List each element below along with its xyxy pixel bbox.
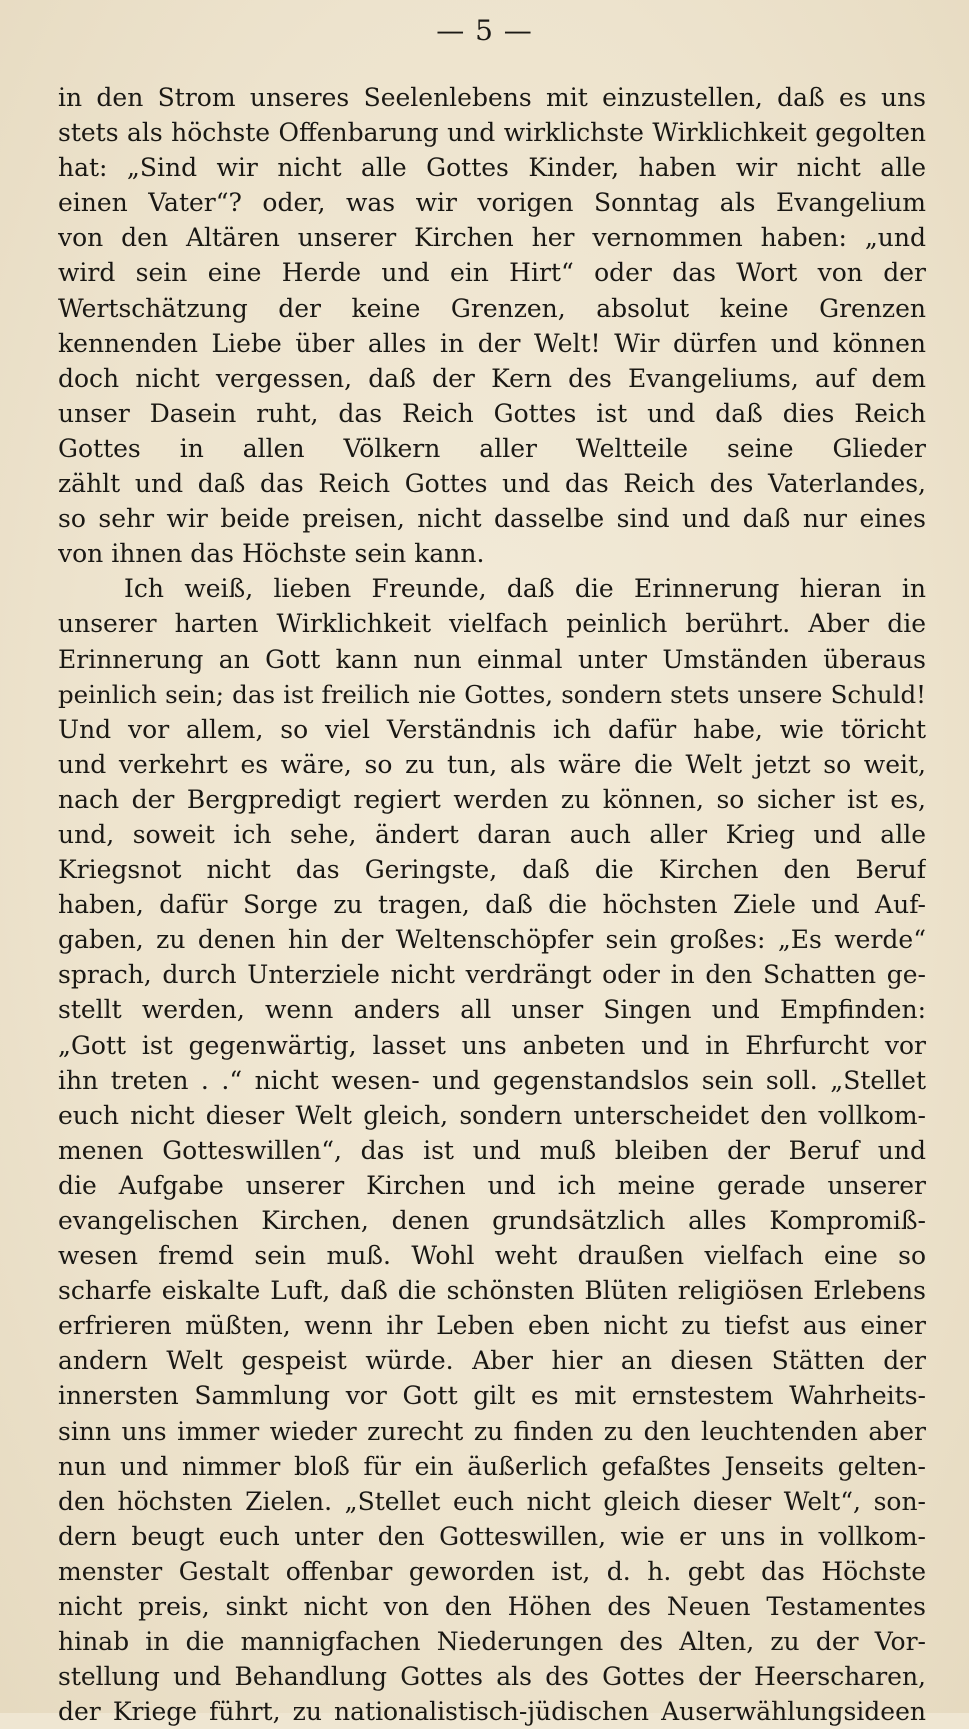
text-line: peinlich sein; das ist freilich nie Gottes, sondern stets unsere Schuld! [58, 679, 926, 709]
text-line: scharfe eiskalte Luft, daß die schönsten Blüten religiösen Erlebens [58, 1276, 926, 1306]
text-line: von den Altären unserer Kirchen her vernommen haben: „und [58, 223, 926, 253]
paragraph-1 [58, 80, 926, 571]
text-line: ihn treten . .“ nicht wesen- und gegenstandslos sein soll. „Stellet [58, 1065, 926, 1095]
text-line: der Kriege führt, zu nationalistisch-jüdischen Auserwählungsideen [58, 1697, 926, 1727]
text-line: hat: „Sind wir nicht alle Gottes Kinder, haben wir nicht alle [58, 153, 926, 183]
text-line: Wertschätzung der keine Grenzen, absolut keine Grenzen [58, 293, 926, 323]
text-line: gaben, zu denen hin der Weltenschöpfer sein großes: „Es werde“ [58, 925, 926, 955]
text-line: nach der Bergpredigt regiert werden zu können, so sicher ist es, [58, 784, 926, 814]
text-line: haben, dafür Sorge zu tragen, daß die höchsten Ziele und Auf- [58, 890, 926, 920]
text-line: Gottes in allen Völkern aller Weltteile seine Glieder [58, 433, 926, 463]
text-line: wird sein eine Herde und ein Hirt“ oder das Wort von der [58, 258, 926, 288]
text-line: stellt werden, wenn anders all unser Singen und Empfinden: [58, 995, 926, 1025]
text-line: „Gott ist gegenwärtig, lasset uns anbeten und in Ehrfurcht vor [58, 1030, 926, 1060]
text-line: die Aufgabe unserer Kirchen und ich meine gerade unserer [58, 1170, 926, 1200]
text-line: unserer harten Wirklichkeit vielfach peinlich berührt. Aber die [58, 609, 926, 639]
body-text [58, 80, 926, 1729]
text-line: und, soweit ich sehe, ändert daran auch aller Krieg und alle [58, 819, 926, 849]
text-line: innersten Sammlung vor Gott gilt es mit ernstestem Wahrheits- [58, 1381, 926, 1411]
text-line: menster Gestalt offenbar geworden ist, d. h. gebt das Höchste [58, 1556, 926, 1586]
text-line: Erinnerung an Gott kann nun einmal unter Umständen überaus [58, 644, 926, 674]
text-line: kennenden Liebe über alles in der Welt! Wir dürfen und können [58, 328, 926, 358]
text-line: evangelischen Kirchen, denen grundsätzlich alles Kompromiß- [58, 1206, 926, 1235]
text-line: stellung und Behandlung Gottes als des Gottes der Heerscharen, [58, 1662, 926, 1692]
text-line: so sehr wir beide preisen, nicht dasselbe sind und daß nur eines [58, 504, 926, 534]
text-line: Kriegsnot nicht das Geringste, daß die Kirchen den Beruf [58, 855, 926, 885]
text-line: hinab in die mannigfachen Niederungen des Alten, zu der Vor- [58, 1627, 926, 1657]
text-line: den höchsten Zielen. „Stellet euch nicht gleich dieser Welt“, son- [58, 1486, 926, 1516]
text-line: zählt und daß das Reich Gottes und das Reich des Vaterlandes, [58, 469, 926, 499]
text-line: euch nicht dieser Welt gleich, sondern unterscheidet den vollkom- [58, 1100, 926, 1130]
text-line: erfrieren müßten, wenn ihr Leben eben nicht zu tiefst aus einer [58, 1311, 926, 1341]
text-line: andern Welt gespeist würde. Aber hier an diesen Stätten der [58, 1346, 926, 1376]
text-line: und verkehrt es wäre, so zu tun, als wäre die Welt jetzt so weit, [58, 749, 926, 779]
text-line: menen Gotteswillen“, das ist und muß bleiben der Beruf und [58, 1135, 926, 1165]
paragraph-2 [58, 571, 926, 1729]
text-line: einen Vater“? oder, was wir vorigen Sonntag als Evangelium [58, 188, 926, 218]
text-line: wesen fremd sein muß. Wohl weht draußen vielfach eine so [58, 1241, 926, 1271]
text-line: sinn uns immer wieder zurecht zu finden zu den leuchtenden aber [58, 1416, 926, 1446]
text-line: in den Strom unseres Seelenlebens mit einzustellen, daß es uns [58, 83, 926, 112]
text-line: stets als höchste Offenbarung und wirklichste Wirklichkeit gegolten [58, 118, 926, 148]
text-line: dern beugt euch unter den Gotteswillen, wie er uns in vollkom- [58, 1521, 926, 1551]
text-line: Ich weiß, lieben Freunde, daß die Erinnerung hieran in [124, 574, 926, 604]
text-line: sprach, durch Unterziele nicht verdrängt oder in den Schatten ge- [58, 960, 926, 990]
text-line: von ihnen das Höchste sein kann. [58, 539, 485, 569]
page-number: — 5 — [436, 14, 533, 47]
text-line: unser Dasein ruht, das Reich Gottes ist und daß dies Reich [58, 398, 926, 428]
text-line: nun und nimmer bloß für ein äußerlich gefaßtes Jenseits gelten- [58, 1451, 926, 1481]
text-line: Und vor allem, so viel Verständnis ich dafür habe, wie töricht [58, 714, 926, 744]
text-line: doch nicht vergessen, daß der Kern des Evangeliums, auf dem [58, 363, 926, 393]
text-line: nicht preis, sinkt nicht von den Höhen des Neuen Testamentes [58, 1592, 926, 1622]
